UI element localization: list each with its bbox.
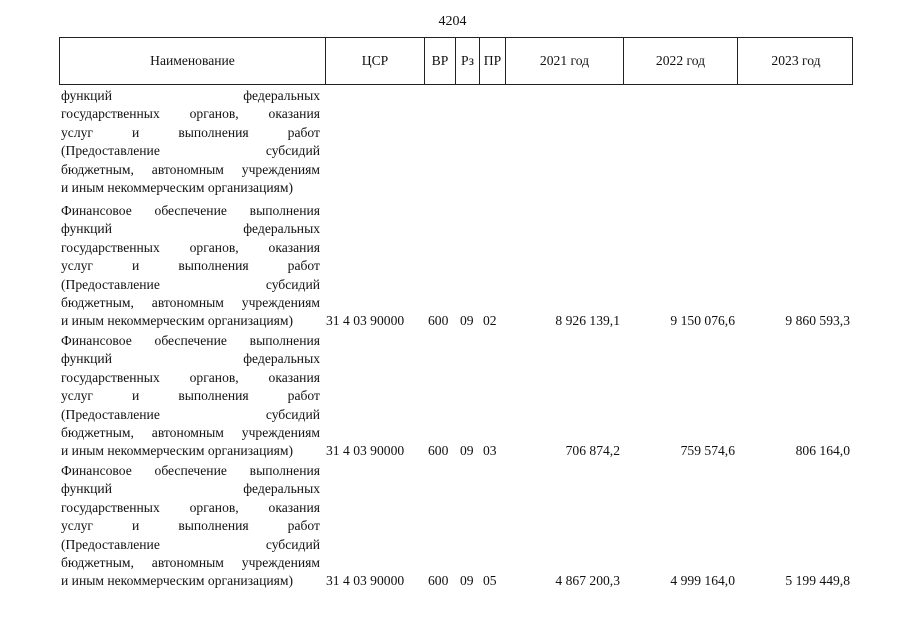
name-line: (Предоставление субсидий (61, 143, 320, 159)
name-line: услуг и выполнения работ (61, 518, 320, 534)
table-header (59, 37, 853, 85)
name-line: (Предоставление субсидий (61, 536, 320, 552)
name-line: Финансовое обеспечение выполнения (61, 463, 320, 478)
name-line: Финансовое обеспечение выполнения (61, 333, 320, 348)
cell-2023: 5 199 449,8 (785, 573, 850, 588)
row-name (61, 462, 320, 591)
name-line: бюджетным, автономным учреждениям (61, 161, 320, 177)
cell-rz: 09 (460, 573, 474, 588)
name-line: Финансовое обеспечение выполнения (61, 203, 320, 218)
name-line: (Предоставление субсидий (61, 276, 320, 292)
name-line: функций федеральных (61, 88, 320, 103)
cell-2022: 759 574,6 (680, 443, 735, 458)
cell-2021: 4 867 200,3 (555, 573, 620, 588)
cell-2022: 4 999 164,0 (670, 573, 735, 588)
cell-vr: 600 (428, 443, 449, 458)
header-vr: ВР (425, 38, 456, 84)
name-line: и иным некоммерческим организациям) (61, 573, 294, 589)
cell-pr: 03 (483, 443, 497, 458)
header-pr: ПР (480, 38, 506, 84)
row-name (61, 87, 320, 197)
header-rz: Рз (456, 38, 480, 84)
name-line: бюджетным, автономным учреждениям (61, 295, 320, 311)
cell-2021: 8 926 139,1 (555, 313, 620, 328)
cell-2022: 9 150 076,6 (670, 313, 735, 328)
name-line: и иным некоммерческим организациям) (61, 443, 294, 459)
name-line: бюджетным, автономным учреждениям (61, 425, 320, 441)
name-line: функций федеральных (61, 221, 320, 237)
row-name (61, 332, 320, 461)
name-line: и иным некоммерческим организациям) (61, 180, 294, 196)
cell-2023: 806 164,0 (795, 443, 850, 458)
name-line: бюджетным, автономным учреждениям (61, 555, 320, 571)
cell-rz: 09 (460, 443, 474, 458)
name-line: услуг и выполнения работ (61, 124, 320, 140)
name-line: услуг и выполнения работ (61, 258, 320, 274)
header-csr: ЦСР (326, 38, 425, 84)
name-line: государственных органов, оказания (61, 239, 320, 255)
row-name (61, 202, 320, 331)
cell-vr: 600 (428, 573, 449, 588)
name-line: государственных органов, оказания (61, 369, 320, 385)
cell-vr: 600 (428, 313, 449, 328)
name-line: государственных органов, оказания (61, 499, 320, 515)
cell-csr: 31 4 03 90000 (326, 313, 405, 328)
cell-pr: 05 (483, 573, 497, 588)
name-line: (Предоставление субсидий (61, 406, 320, 422)
header-2021: 2021 год (506, 38, 624, 84)
cell-2021: 706 874,2 (565, 443, 620, 458)
header-2022: 2022 год (624, 38, 738, 84)
name-line: услуг и выполнения работ (61, 388, 320, 404)
name-line: функций федеральных (61, 481, 320, 497)
header-name: Наименование (60, 38, 326, 84)
name-line: функций федеральных (61, 351, 320, 367)
cell-2023: 9 860 593,3 (785, 313, 850, 328)
cell-rz: 09 (460, 313, 474, 328)
cell-pr: 02 (483, 313, 497, 328)
header-2023: 2023 год (771, 53, 821, 68)
cell-csr: 31 4 03 90000 (326, 443, 405, 458)
cell-csr: 31 4 03 90000 (326, 573, 405, 588)
page-number: 4204 (438, 14, 467, 29)
name-line: и иным некоммерческим организациям) (61, 313, 294, 329)
name-line: государственных органов, оказания (61, 106, 320, 122)
